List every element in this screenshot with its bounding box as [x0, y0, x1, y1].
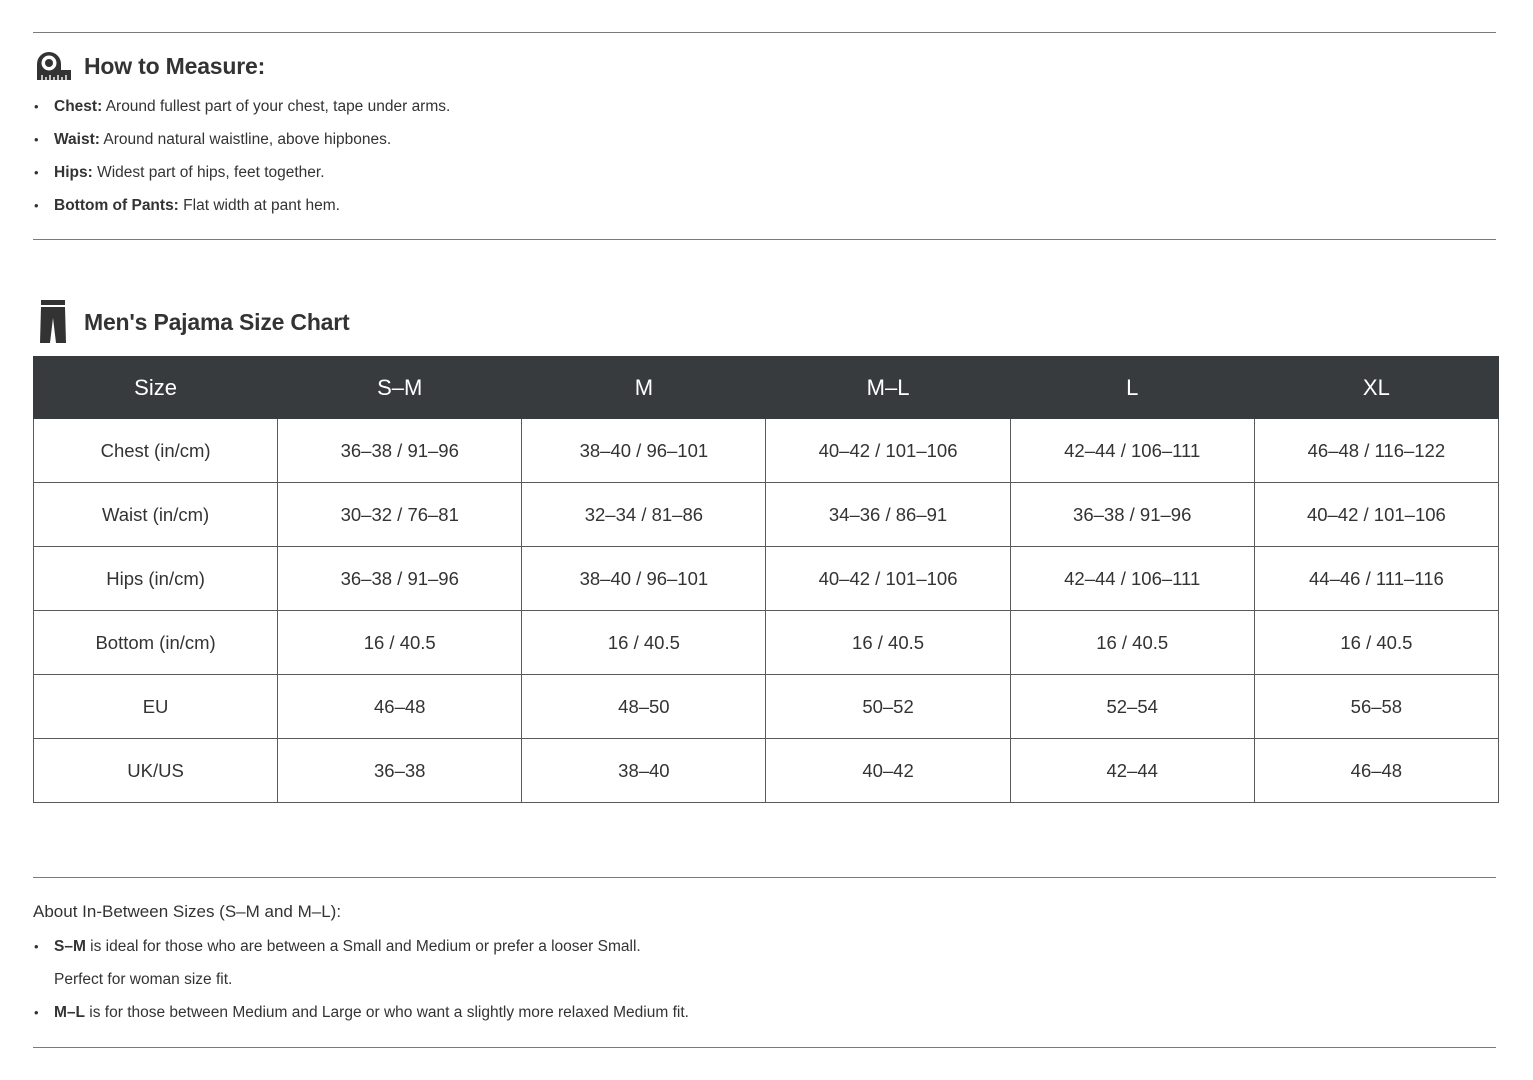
size-chart-heading — [33, 300, 349, 344]
row-label: Chest (in/cm) — [34, 419, 278, 483]
table-cell: 44–46 / 111–116 — [1254, 547, 1498, 611]
section-title: Men's Pajama Size Chart — [84, 308, 350, 335]
table-cell: 40–42 / 101–106 — [766, 547, 1010, 611]
term-label: Waist: — [54, 131, 100, 148]
column-header: L — [1010, 357, 1254, 419]
list-item — [33, 195, 450, 228]
table-cell: 16 / 40.5 — [278, 611, 522, 675]
column-header: M — [522, 357, 766, 419]
table-cell: 16 / 40.5 — [1010, 611, 1254, 675]
list-item — [33, 129, 450, 162]
list-item — [33, 162, 450, 195]
table-cell: 42–44 / 106–111 — [1010, 547, 1254, 611]
term-label: Bottom of Pants: — [54, 197, 179, 214]
table-cell: 38–40 / 96–101 — [522, 419, 766, 483]
table-cell: 32–34 / 81–86 — [522, 483, 766, 547]
table-cell: 40–42 / 101–106 — [766, 419, 1010, 483]
term-description: is ideal for those who are between a Small and Medium or prefer a looser Small. — [85, 938, 641, 955]
table-cell: 36–38 / 91–96 — [278, 419, 522, 483]
table-cell: 36–38 / 91–96 — [278, 547, 522, 611]
divider — [33, 239, 1496, 240]
measure-list — [33, 96, 450, 228]
table-cell: 36–38 / 91–96 — [1010, 483, 1254, 547]
term-label: S–M — [54, 938, 86, 955]
divider-top — [33, 32, 1496, 33]
section-title: How to Measure: — [84, 52, 266, 79]
row-label: Bottom (in/cm) — [34, 611, 278, 675]
measuring-tape-icon — [33, 50, 73, 82]
table-cell: 16 / 40.5 — [1254, 611, 1498, 675]
table-cell: 48–50 — [522, 675, 766, 739]
table-cell: 34–36 / 86–91 — [766, 483, 1010, 547]
table-cell: 42–44 / 106–111 — [1010, 419, 1254, 483]
table-row — [34, 483, 1499, 547]
row-label: UK/US — [34, 739, 278, 803]
term-label: M–L — [54, 1004, 85, 1021]
list-item — [33, 96, 450, 129]
term-description: Around fullest part of your chest, tape under arms. — [105, 98, 451, 115]
column-header: M–L — [766, 357, 1010, 419]
size-chart-table — [33, 356, 1499, 803]
divider — [33, 877, 1496, 878]
table-cell: 42–44 — [1010, 739, 1254, 803]
table-cell: 40–42 — [766, 739, 1010, 803]
term-description: Around natural waistline, above hipbones. — [103, 131, 392, 148]
table-cell: 38–40 — [522, 739, 766, 803]
list-item — [33, 1002, 689, 1035]
table-row — [34, 611, 1499, 675]
table-cell: 46–48 — [278, 675, 522, 739]
table-cell: 50–52 — [766, 675, 1010, 739]
table-cell: 36–38 — [278, 739, 522, 803]
pants-icon — [33, 300, 73, 344]
table-header-row — [34, 357, 1499, 419]
row-label: Waist (in/cm) — [34, 483, 278, 547]
term-label: Hips: — [54, 164, 93, 181]
table-cell: 52–54 — [1010, 675, 1254, 739]
column-header: XL — [1254, 357, 1498, 419]
table-row — [34, 675, 1499, 739]
term-description: is for those between Medium and Large or who want a slightly more relaxed Medium fit. — [85, 1004, 689, 1021]
row-label: EU — [34, 675, 278, 739]
table-cell: 16 / 40.5 — [522, 611, 766, 675]
column-header: Size — [34, 357, 278, 419]
table-cell: 40–42 / 101–106 — [1254, 483, 1498, 547]
table-cell: 46–48 / 116–122 — [1254, 419, 1498, 483]
term-label: Chest: — [54, 98, 103, 115]
term-description: Flat width at pant hem. — [183, 197, 340, 214]
divider-bottom — [33, 1047, 1496, 1048]
about-list — [33, 936, 689, 1035]
table-cell: 38–40 / 96–101 — [522, 547, 766, 611]
table-cell: 56–58 — [1254, 675, 1498, 739]
term-description: Widest part of hips, feet together. — [97, 164, 325, 181]
column-header: S–M — [278, 357, 522, 419]
how-to-measure-heading — [33, 50, 265, 82]
term-description: Perfect for woman size fit. — [54, 971, 233, 988]
about-sizes-title: About In-Between Sizes (S–M and M–L): — [33, 902, 342, 921]
table-row — [34, 739, 1499, 803]
table-cell: 16 / 40.5 — [766, 611, 1010, 675]
row-label: Hips (in/cm) — [34, 547, 278, 611]
table-cell: 30–32 / 76–81 — [278, 483, 522, 547]
list-item-continuation — [33, 969, 689, 1002]
list-item — [33, 936, 689, 969]
table-row — [34, 419, 1499, 483]
table-cell: 46–48 — [1254, 739, 1498, 803]
table-row — [34, 547, 1499, 611]
